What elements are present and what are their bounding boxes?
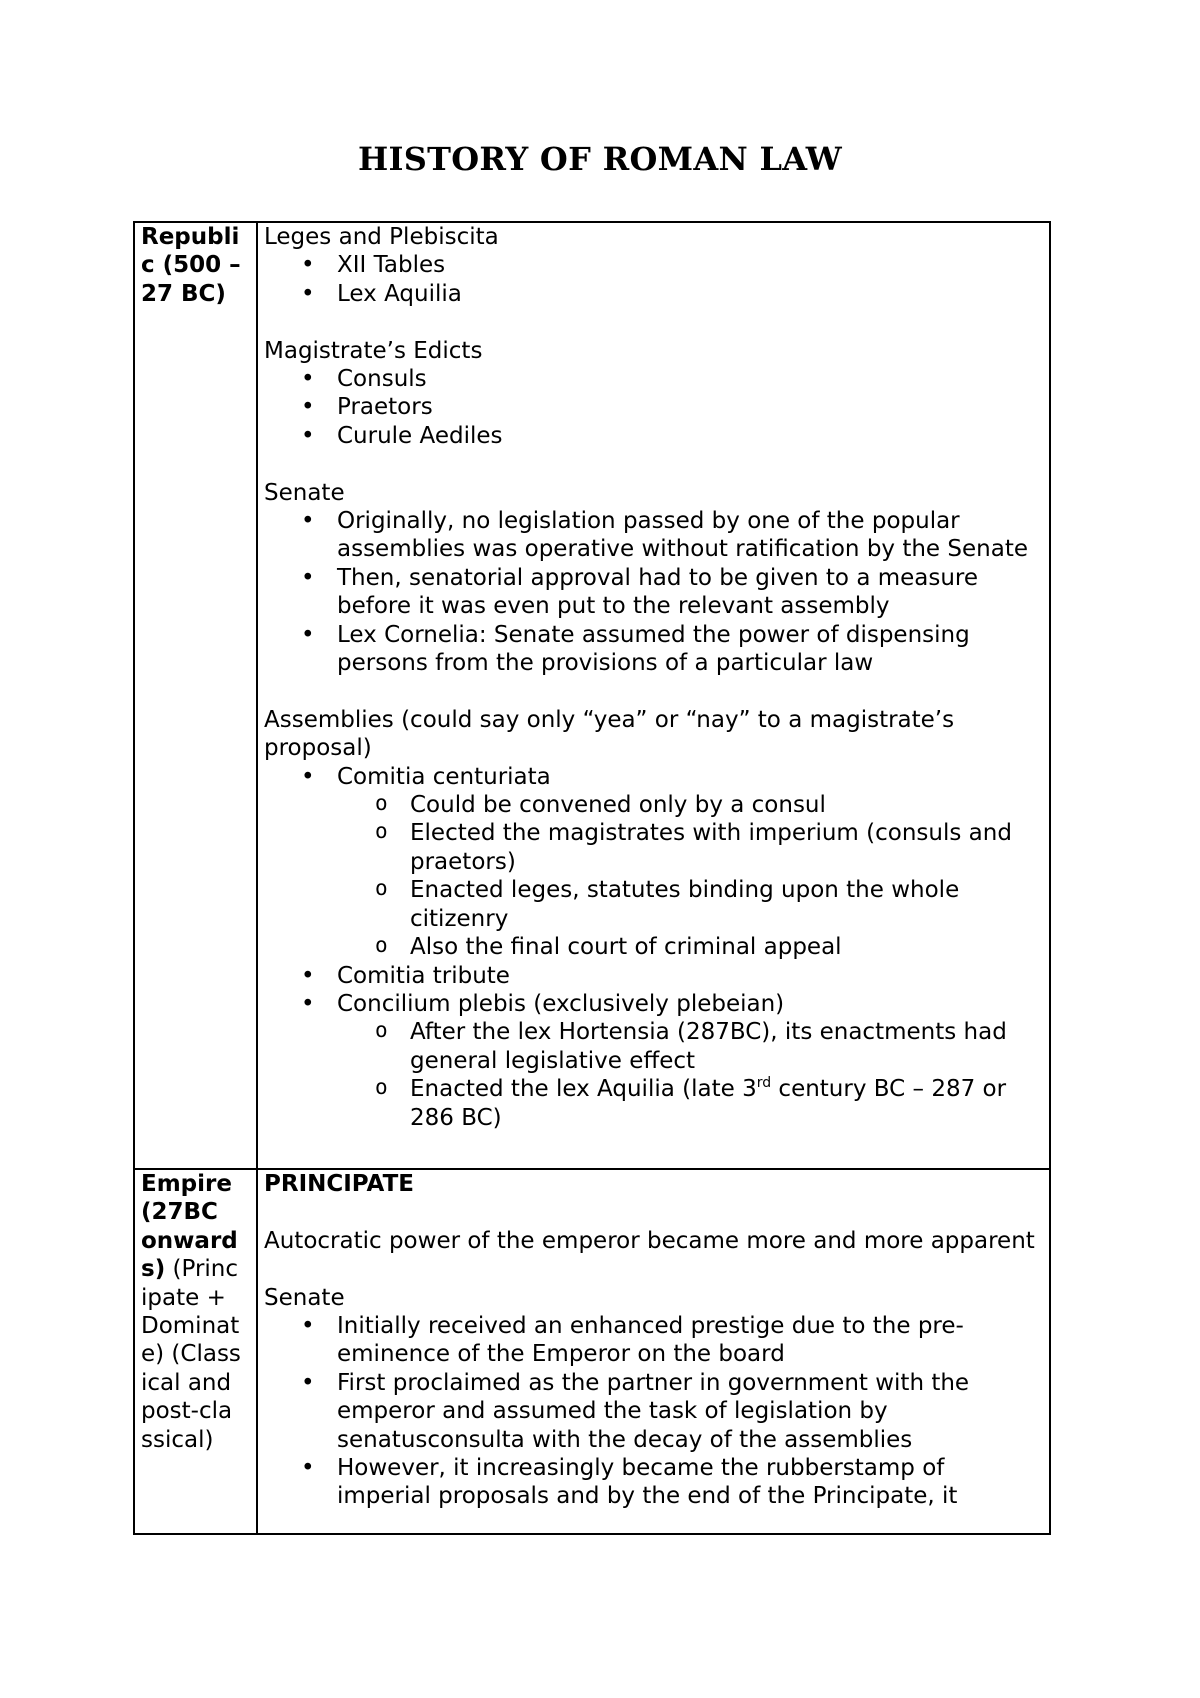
list-item: • Praetors [264,393,1045,421]
period-title: Republic (500 – 27 BC) [141,224,241,307]
list-item: • Then, senatorial approval had to be given to a measure before it was even put to the relevant assembly [264,564,1045,621]
table-row-empire [134,1169,1050,1534]
section-heading: Magistrate’s Edicts [264,337,483,364]
paragraph: Autocratic power of the emperor became more and more apparent [264,1227,1035,1254]
period-content-empire [257,1169,1050,1534]
bullet-list [264,962,1045,1019]
sub-list-item [264,1075,1045,1132]
text-fragment: century BC – 287 or 286 BC) [410,1076,1007,1131]
sub-list-item: o After the lex Hortensia (287BC), its enactments had general legislative effect [264,1018,1045,1075]
sub-bullet-list [264,1018,1045,1132]
bullet-list [264,1312,1045,1511]
list-item: • Curule Aediles [264,422,1045,450]
section-heading: Leges and Plebiscita [264,224,499,250]
list-item: • First proclaimed as the partner in government with the emperor and assumed the task of legislation by senatusconsulta with the decay of the assemblies [264,1369,1045,1454]
section-heading: Senate [264,1284,345,1311]
list-item: • XII Tables [264,251,1045,279]
period-subtitle: (Principate + Dominate) (Classical and post-classical) [141,1256,241,1453]
sub-list-item: o Enacted leges, statutes binding upon the whole citizenry [264,876,1045,933]
list-item: • Concilium plebis (exclusively plebeian) [264,990,1045,1018]
bullet-list [264,251,1045,308]
list-item: • Originally, no legislation passed by one of the popular assemblies was operative without ratification by the Senate [264,507,1045,564]
period-title: Empire (27BC onwards) [141,1171,238,1283]
text-fragment: Enacted the lex Aquilia (late 3 [410,1076,757,1103]
law-history-table [133,221,1051,1535]
section-heading: Senate [264,479,345,506]
list-item: • Lex Cornelia: Senate assumed the power of dispensing persons from the provisions of a particular law [264,621,1045,678]
bullet-list [264,763,1045,791]
list-item: • Consuls [264,365,1045,393]
list-item: • However, it increasingly became the rubberstamp of imperial proposals and by the end of the Principate, it [264,1454,1045,1511]
sub-list-item: o Could be convened only by a consul [264,791,1045,819]
table-row-republic [134,222,1050,1169]
list-item: • Comitia tribute [264,962,1045,990]
sub-list-item: o Also the final court of criminal appeal [264,933,1045,961]
section-heading: Assemblies (could say only “yea” or “nay” to a magistrate’s proposal) [264,706,955,762]
period-content-republic [257,222,1050,1169]
superscript: rd [756,1075,772,1092]
list-item: • Initially received an enhanced prestige due to the pre-eminence of the Emperor on the board [264,1312,1045,1369]
period-label-text [141,1170,241,1454]
section-heading: PRINCIPATE [264,1171,414,1197]
bullet-list [264,507,1045,677]
bullet-list [264,365,1045,450]
sub-list-item: o Elected the magistrates with imperium (consuls and praetors) [264,819,1045,876]
sub-bullet-list [264,791,1045,961]
period-label-empire [134,1169,257,1534]
page-title: HISTORY OF ROMAN LAW [357,140,843,178]
list-item: • Lex Aquilia [264,280,1045,308]
period-label-republic [134,222,257,1169]
list-item: • Comitia centuriata [264,763,1045,791]
